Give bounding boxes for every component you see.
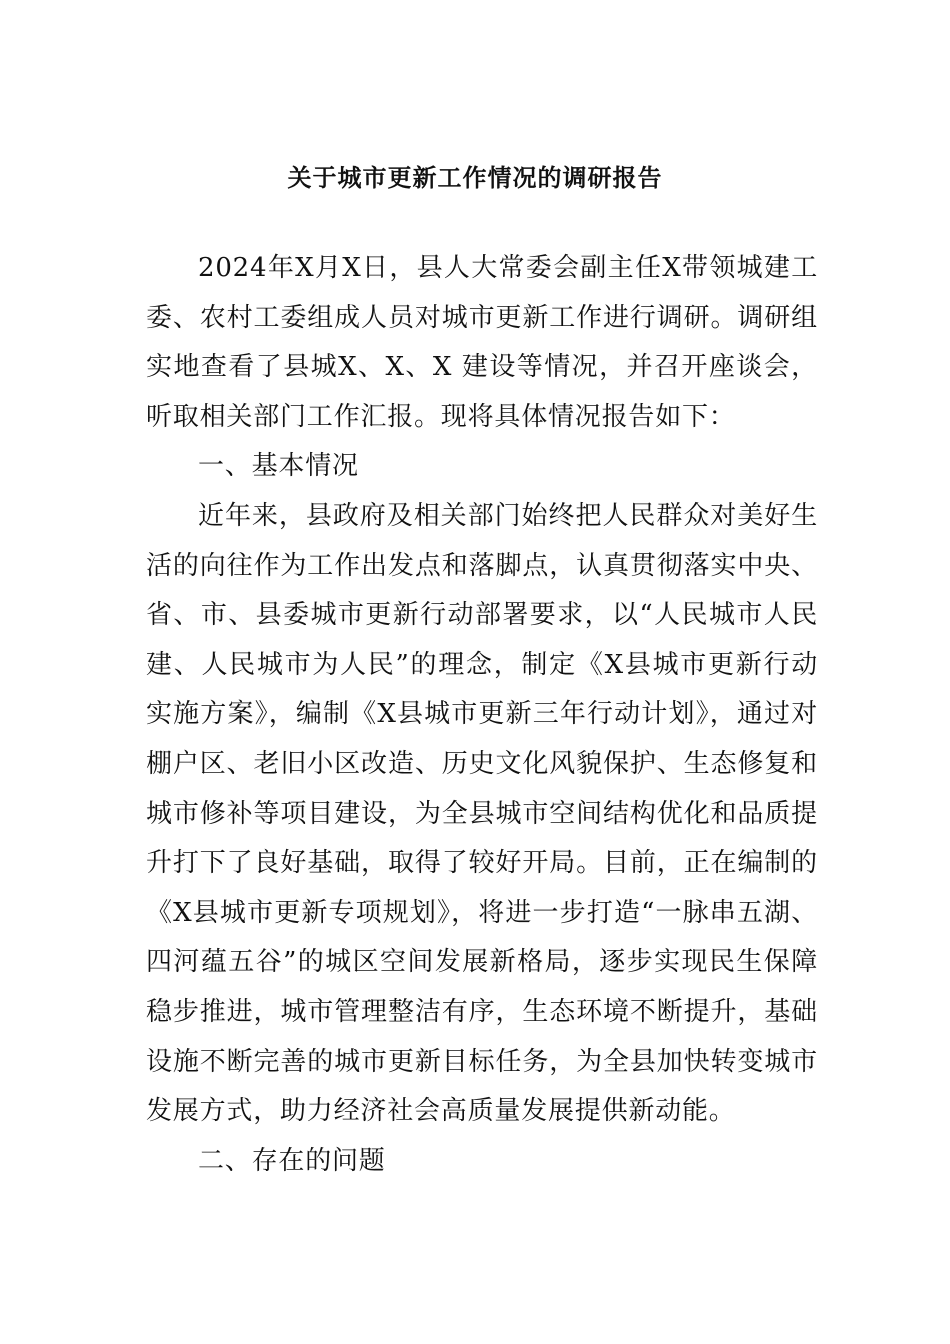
intro-paragraph: 2024年X月X日，县人大常委会副主任X带领城建工委、农村工委组成人员对城市更新工作进行调研。调研组实地查看了县城X、X、X 建设等情况，并召开座谈会，听取相关部门工作汇报。现将具体情况报告如下： (146, 253, 818, 432)
section-heading-problems: 二、存在的问题 (198, 1145, 386, 1176)
document-body (146, 244, 818, 1186)
basic-situation-paragraph: 近年来，县政府及相关部门始终把人民群众对美好生活的向往作为工作出发点和落脚点，认真贯彻落实中央、省、市、县委城市更新行动部署要求，以“人民城市人民建、人民城市为人民”的理念，制定《X县城市更新行动实施方案》，编制《X县城市更新三年行动计划》，通过对棚户区、老旧小区改造、历史文化风貌保护、生态修复和城市修补等项目建设，为全县城市空间结构优化和品质提升打下了良好基础，取得了较好开局。目前，正在编制的《X县城市更新专项规划》，将进一步打造“一脉串五湖、四河蕴五谷”的城区空间发展新格局，逐步实现民生保障稳步推进，城市管理整洁有序，生态环境不断提升，基础设施不断完善的城市更新目标任务，为全县加快转变城市发展方式，助力经济社会高质量发展提供新动能。 (146, 500, 818, 1127)
section-heading-basic-situation: 一、基本情况 (198, 451, 359, 482)
document-title: 关于城市更新工作情况的调研报告 (287, 163, 663, 192)
